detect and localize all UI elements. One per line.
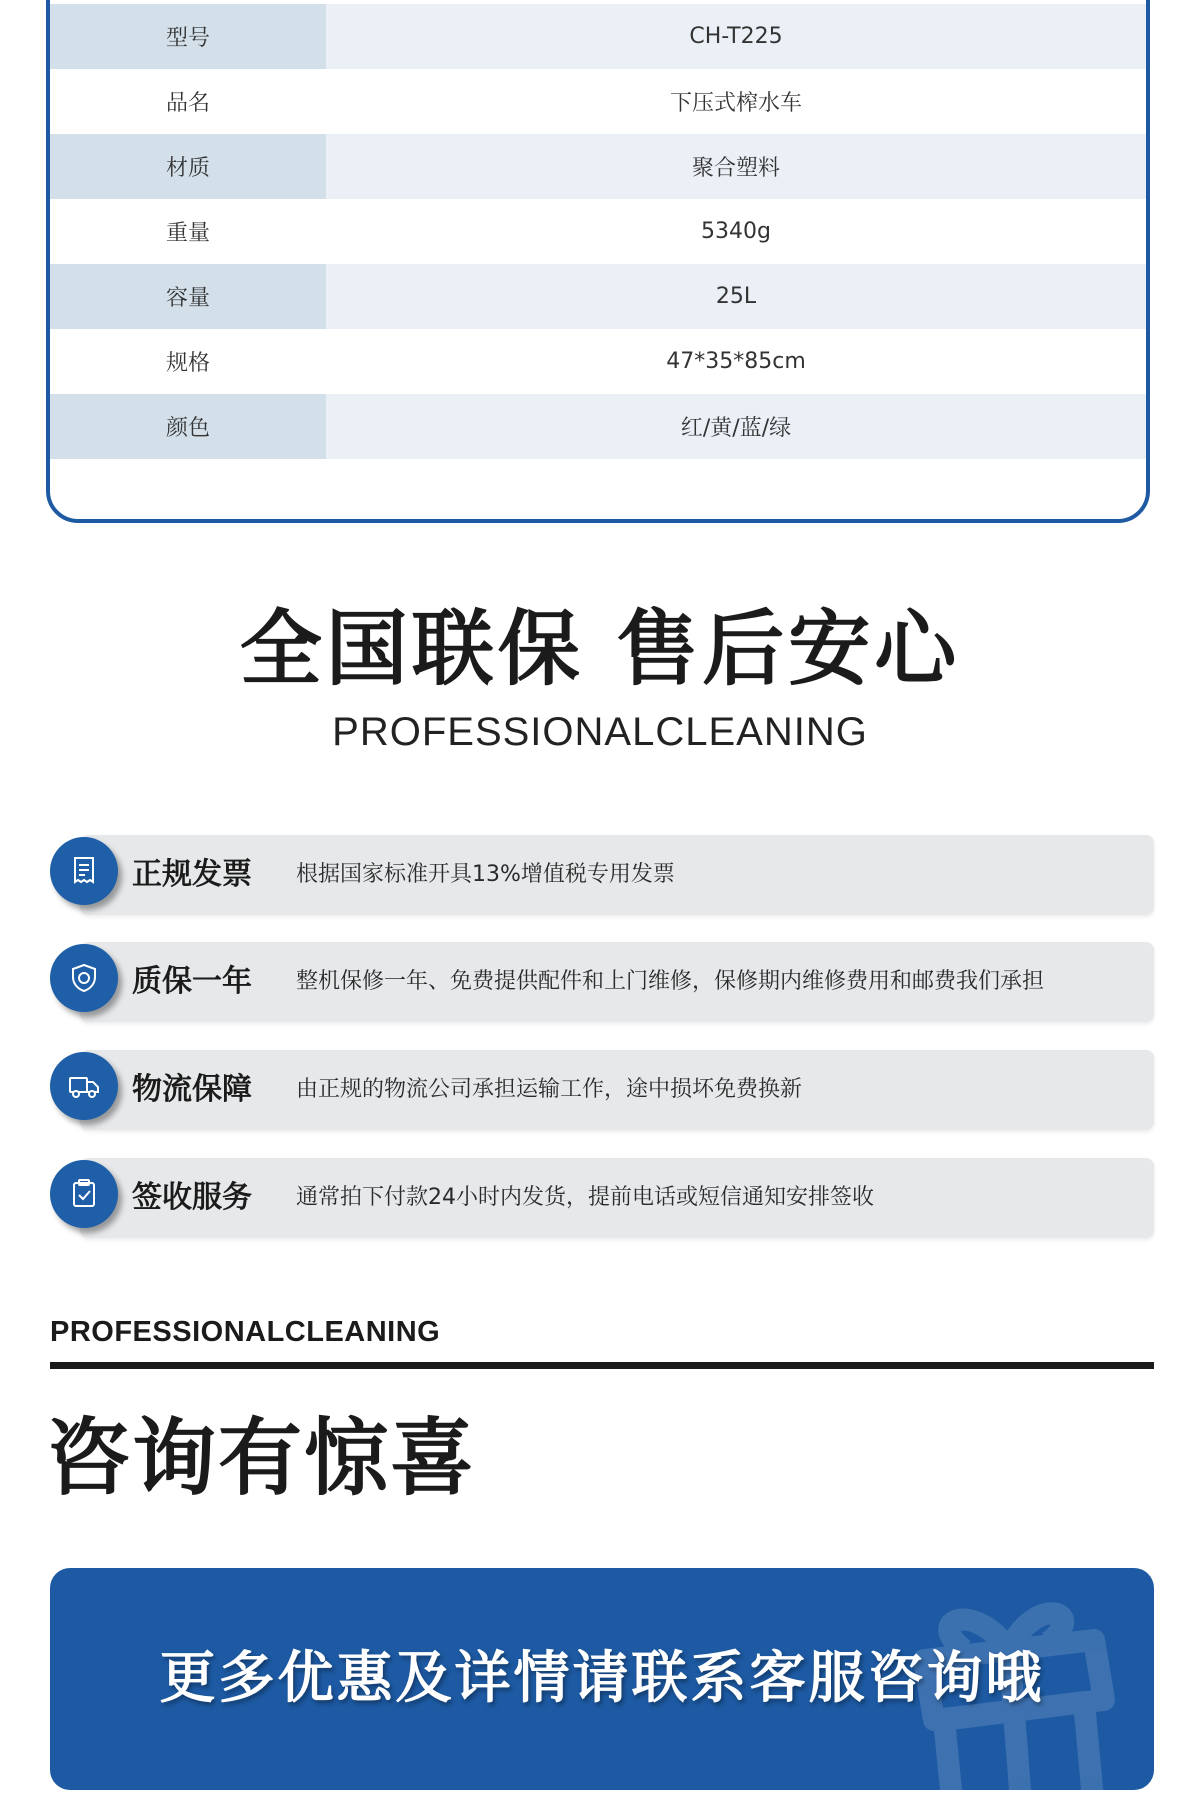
spec-table: [50, 4, 1146, 459]
shield-icon: [50, 944, 118, 1012]
spec-label: 品名: [50, 69, 326, 134]
spec-label: 型号: [50, 4, 326, 69]
spec-label: 材质: [50, 134, 326, 199]
feature-desc: 由正规的物流公司承担运输工作，途中损坏免费换新: [296, 1077, 803, 1102]
feature-title: 质保一年: [132, 964, 252, 999]
spec-value: 5340g: [326, 199, 1146, 264]
feature-desc: 通常拍下付款24小时内发货，提前电话或短信通知安排签收: [296, 1185, 874, 1210]
spec-value: 红/黄/蓝/绿: [326, 394, 1146, 459]
spec-table-card: [46, 0, 1150, 523]
spec-row-dimensions: [50, 329, 1146, 394]
spec-value: 47*35*85cm: [326, 329, 1146, 394]
divider: [50, 1362, 1154, 1369]
spec-row-weight: [50, 199, 1146, 264]
spec-label: 容量: [50, 264, 326, 329]
clipboard-check-icon: [50, 1160, 118, 1228]
spec-row-color: [50, 394, 1146, 459]
spec-value: 聚合塑料: [326, 134, 1146, 199]
warranty-subtitle: PROFESSIONALCLEANING: [332, 710, 868, 754]
feature-desc: 根据国家标准开具13%增值税专用发票: [296, 862, 675, 887]
brand-label: PROFESSIONALCLEANING: [50, 1316, 441, 1348]
feature-desc: 整机保修一年、免费提供配件和上门维修，保修期内维修费用和邮费我们承担: [296, 969, 1045, 994]
feature-logistics: [50, 1050, 1154, 1130]
consult-title: 咨询有惊喜: [46, 1409, 477, 1507]
spec-row-model: [50, 4, 1146, 69]
spec-row-capacity: [50, 264, 1146, 329]
spec-value: 25L: [326, 264, 1146, 329]
spec-label: 重量: [50, 199, 326, 264]
spec-row-product-name: [50, 69, 1146, 134]
feature-warranty: [50, 942, 1154, 1022]
invoice-icon: [50, 837, 118, 905]
feature-delivery: [50, 1158, 1154, 1238]
feature-title: 签收服务: [132, 1180, 252, 1215]
promo-banner[interactable]: [50, 1568, 1154, 1790]
spec-label: 颜色: [50, 394, 326, 459]
spec-value: CH-T225: [326, 4, 1146, 69]
spec-value: 下压式榨水车: [326, 69, 1146, 134]
feature-title: 正规发票: [132, 857, 252, 892]
warranty-title: 全国联保 售后安心: [239, 602, 961, 697]
promo-text: 更多优惠及详情请联系客服咨询哦: [159, 1646, 1045, 1711]
truck-icon: [50, 1052, 118, 1120]
feature-invoice: [50, 835, 1154, 915]
spec-row-material: [50, 134, 1146, 199]
spec-label: 规格: [50, 329, 326, 394]
feature-title: 物流保障: [132, 1072, 252, 1107]
